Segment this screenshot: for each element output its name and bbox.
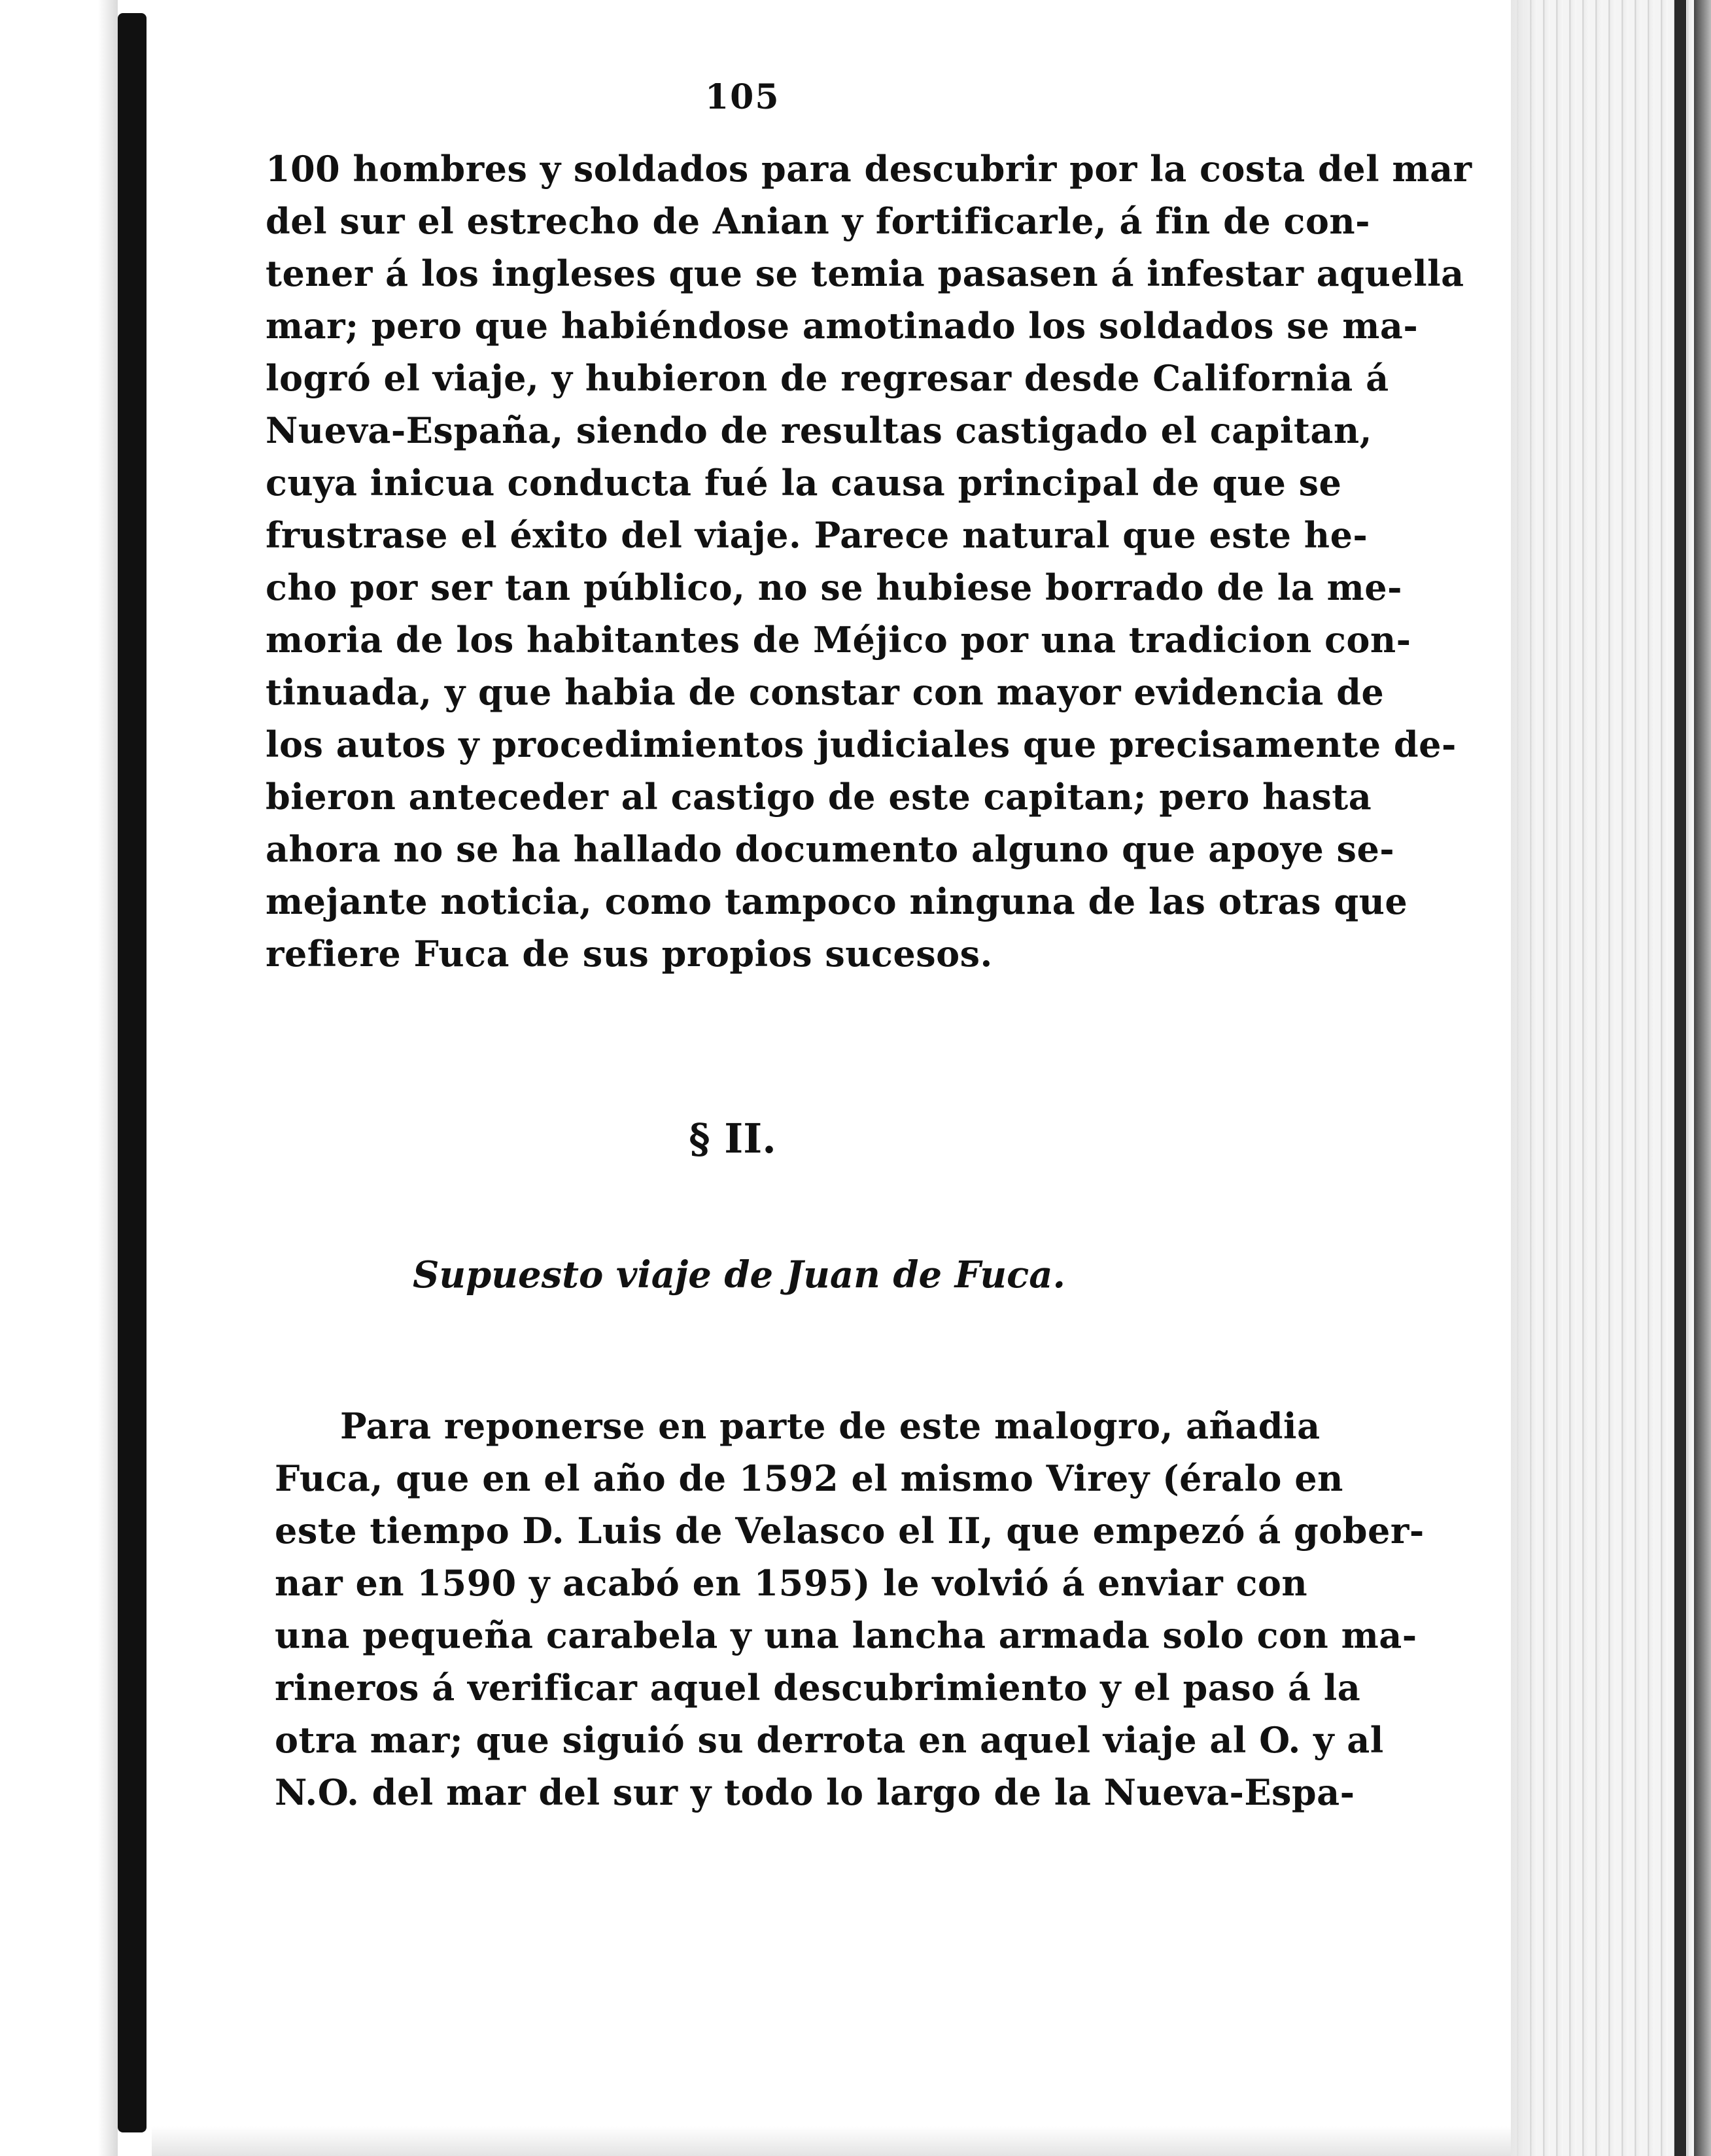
text-line: mar; pero que habiéndose amotinado los soldados se ma- bbox=[266, 305, 1419, 347]
text-line: 100 hombres y soldados para descubrir por la costa del mar bbox=[266, 148, 1472, 190]
page-edge-shade bbox=[1511, 0, 1537, 2156]
text-line: tener á los ingleses que se temia pasasen á infestar aquella bbox=[266, 252, 1464, 294]
text-line: los autos y procedimientos judiciales que precisamente de- bbox=[266, 723, 1457, 765]
text-line: refiere Fuca de sus propios sucesos. bbox=[266, 933, 993, 975]
text-line: N.O. del mar del sur y todo lo largo de la Nueva-Espa- bbox=[275, 1771, 1355, 1813]
text-line: Nueva-España, siendo de resultas castigado el capitan, bbox=[266, 409, 1372, 451]
text-line: ahora no se ha hallado documento alguno que apoye se- bbox=[266, 828, 1395, 870]
text-line: cho por ser tan público, no se hubiese borrado de la me- bbox=[266, 566, 1402, 608]
text-line: bieron anteceder al castigo de este capitan; pero hasta bbox=[266, 776, 1372, 818]
text-line: otra mar; que siguió su derrota en aquel viaje al O. y al bbox=[275, 1719, 1384, 1761]
text-line: rineros á verificar aquel descubrimiento y el paso á la bbox=[275, 1667, 1361, 1709]
book-cover-edge bbox=[1674, 0, 1686, 2156]
text-line: tinuada, y que habia de constar con mayor evidencia de bbox=[266, 671, 1385, 713]
text-line: logró el viaje, y hubieron de regresar desde California á bbox=[266, 357, 1389, 399]
book-cover-outer-edge bbox=[1694, 0, 1711, 2156]
text-line: este tiempo D. Luis de Velasco el II, que empezó á gober- bbox=[275, 1510, 1425, 1552]
section-heading: § II. bbox=[689, 1115, 776, 1162]
text-line: mejante noticia, como tampoco ninguna de las otras que bbox=[266, 880, 1408, 922]
book-binding-edge bbox=[118, 13, 147, 2132]
text-line: una pequeña carabela y una lancha armada solo con ma- bbox=[275, 1614, 1417, 1656]
bottom-page-edge bbox=[152, 2126, 1511, 2156]
text-line: Fuca, que en el año de 1592 el mismo Virey (éralo en bbox=[275, 1457, 1343, 1499]
text-line: frustrase el éxito del viaje. Parece natural que este he- bbox=[266, 514, 1368, 556]
text-line: cuya inicua conducta fué la causa principal de que se bbox=[266, 462, 1342, 504]
gutter-shadow bbox=[98, 0, 118, 2156]
page-number: 105 bbox=[705, 77, 780, 117]
text-line: moria de los habitantes de Méjico por una tradicion con- bbox=[266, 619, 1411, 661]
section-subtitle: Supuesto viaje de Juan de Fuca. bbox=[412, 1253, 1066, 1296]
text-line: nar en 1590 y acabó en 1595) le volvió á enviar con bbox=[275, 1562, 1308, 1604]
text-line: Para reponerse en parte de este malogro, añadia bbox=[340, 1405, 1321, 1447]
text-line: del sur el estrecho de Anian y fortificarle, á fin de con- bbox=[266, 200, 1371, 242]
